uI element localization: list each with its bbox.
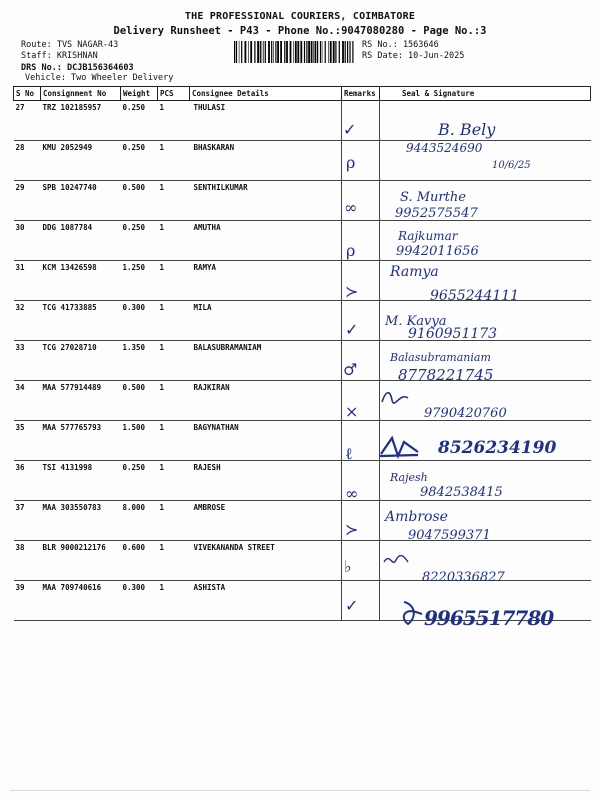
cell-consignment: BLR 9000212176 xyxy=(41,541,121,581)
cell-consignment: TCG 27028710 xyxy=(41,341,121,381)
cell-weight: 0.250 xyxy=(121,461,158,501)
cell-consignment: MAA 709740616 xyxy=(41,581,121,621)
handwritten-phone: 9443524690 xyxy=(406,141,483,155)
cell-consignment: MAA 577914489 xyxy=(41,381,121,421)
col-header-weight: Weight xyxy=(121,87,158,101)
staff-label: Staff: KRISHNAN xyxy=(21,51,98,61)
cell-pcs: 1 xyxy=(158,341,190,381)
cell-pcs: 1 xyxy=(158,461,190,501)
remark-tick-mark: ✓ xyxy=(345,320,359,339)
handwritten-signature-scribble xyxy=(378,434,420,460)
handwritten-signature: Ramya xyxy=(390,264,439,280)
handwritten-date: 10/6/25 xyxy=(492,160,531,171)
handwritten-signature-scribble xyxy=(382,552,410,570)
cell-weight: 0.500 xyxy=(121,181,158,221)
remark-tick-mark: ρ xyxy=(346,241,356,260)
table-row xyxy=(14,101,591,141)
remark-tick-mark: ≻ xyxy=(345,282,359,301)
table-row xyxy=(14,501,591,541)
cell-weight: 0.250 xyxy=(121,221,158,261)
cell-sno: 33 xyxy=(14,341,41,381)
remark-tick-mark: ✓ xyxy=(345,596,359,615)
remark-tick-mark: ρ xyxy=(346,153,356,172)
cell-pcs: 1 xyxy=(158,541,190,581)
cell-consignment: MAA 577765793 xyxy=(41,421,121,461)
cell-consignee: AMBROSE xyxy=(190,501,342,541)
cell-consignment: MAA 303550783 xyxy=(41,501,121,541)
route-label: Route: TVS NAGAR-43 xyxy=(21,40,119,50)
cell-consignee: ASHISTA xyxy=(190,581,342,621)
cell-consignment: KMU 2052949 xyxy=(41,141,121,181)
barcode-image xyxy=(232,40,356,64)
col-header-consignment: Consignment No xyxy=(41,87,121,101)
cell-consignee: MILA xyxy=(190,301,342,341)
cell-consignee: AMUTHA xyxy=(190,221,342,261)
cell-weight: 0.600 xyxy=(121,541,158,581)
handwritten-phone: 9942011656 xyxy=(396,244,479,259)
handwritten-phone: 8526234190 xyxy=(438,438,557,458)
handwritten-signature-scribble xyxy=(398,598,424,628)
remark-tick-mark: ∞ xyxy=(345,484,359,503)
cell-sno: 31 xyxy=(14,261,41,301)
col-header-consignee: Consignee Details xyxy=(190,87,342,101)
cell-consignment: DDG 1087784 xyxy=(41,221,121,261)
cell-weight: 1.250 xyxy=(121,261,158,301)
cell-sno: 29 xyxy=(14,181,41,221)
scan-edge xyxy=(10,790,590,791)
cell-sno: 27 xyxy=(14,101,41,141)
cell-sno: 35 xyxy=(14,421,41,461)
col-header-remarks: Remarks xyxy=(342,87,380,101)
remark-tick-mark: ∞ xyxy=(344,198,358,217)
handwritten-phone: 9842538415 xyxy=(420,485,503,500)
cell-pcs: 1 xyxy=(158,581,190,621)
cell-pcs: 1 xyxy=(158,501,190,541)
handwritten-phone: 8220336827 xyxy=(422,570,505,585)
cell-sno: 32 xyxy=(14,301,41,341)
cell-consignment: TCG 41733885 xyxy=(41,301,121,341)
cell-consignee: BALASUBRAMANIAM xyxy=(190,341,342,381)
cell-consignee: RAJKIRAN xyxy=(190,381,342,421)
handwritten-signature: B. Bely xyxy=(438,120,496,139)
handwritten-signature: Balasubramaniam xyxy=(390,351,491,364)
handwritten-signature: Rajesh xyxy=(390,471,428,484)
table-row xyxy=(14,181,591,221)
cell-pcs: 1 xyxy=(158,141,190,181)
cell-consignee: BHASKARAN xyxy=(190,141,342,181)
table-header-row xyxy=(14,87,591,101)
cell-consignment: TRZ 102185957 xyxy=(41,101,121,141)
handwritten-phone: 8778221745 xyxy=(398,366,494,384)
cell-consignee: THULASI xyxy=(190,101,342,141)
drs-number: DRS No.: DCJB156364603 xyxy=(21,63,134,73)
handwritten-signature-scribble xyxy=(380,388,410,408)
cell-pcs: 1 xyxy=(158,421,190,461)
table-row xyxy=(14,341,591,381)
handwritten-phone: 9790420760 xyxy=(424,406,507,421)
remark-tick-mark: ♂ xyxy=(343,360,358,379)
cell-pcs: 1 xyxy=(158,101,190,141)
cell-pcs: 1 xyxy=(158,261,190,301)
vehicle-label: Vehicle: Two Wheeler Delivery xyxy=(25,73,174,83)
handwritten-signature: S. Murthe xyxy=(400,190,466,205)
cell-pcs: 1 xyxy=(158,301,190,341)
cell-sno: 37 xyxy=(14,501,41,541)
handwritten-signature: Rajkumar xyxy=(398,229,458,243)
rs-number: RS No.: 1563646 xyxy=(362,40,439,50)
handwritten-phone: 9047599371 xyxy=(408,528,491,543)
remark-tick-mark: ≻ xyxy=(345,520,359,539)
cell-pcs: 1 xyxy=(158,181,190,221)
handwritten-phone: 9965517780 xyxy=(424,606,554,630)
col-header-sno: S No xyxy=(14,87,41,101)
cell-weight: 0.500 xyxy=(121,381,158,421)
cell-sno: 30 xyxy=(14,221,41,261)
cell-consignee: BAGYNATHAN xyxy=(190,421,342,461)
cell-consignee: SENTHILKUMAR xyxy=(190,181,342,221)
cell-consignee: RAMYA xyxy=(190,261,342,301)
cell-weight: 0.300 xyxy=(121,301,158,341)
handwritten-phone: 9160951173 xyxy=(408,326,498,342)
cell-sno: 39 xyxy=(14,581,41,621)
remark-tick-mark: ℓ xyxy=(345,444,353,463)
handwritten-phone: 9655244111 xyxy=(430,288,520,304)
cell-weight: 0.300 xyxy=(121,581,158,621)
cell-weight: 0.250 xyxy=(121,101,158,141)
cell-weight: 1.350 xyxy=(121,341,158,381)
table-row xyxy=(14,461,591,501)
col-header-seal: Seal & Signature xyxy=(380,87,591,101)
cell-sno: 36 xyxy=(14,461,41,501)
cell-consignment: SPB 10247740 xyxy=(41,181,121,221)
cell-sno: 38 xyxy=(14,541,41,581)
remark-tick-mark: × xyxy=(345,402,359,421)
remark-tick-mark: ✓ xyxy=(343,120,357,139)
cell-consignee: VIVEKANANDA STREET xyxy=(190,541,342,581)
table-row xyxy=(14,301,591,341)
cell-sno: 34 xyxy=(14,381,41,421)
rs-date: RS Date: 10-Jun-2025 xyxy=(362,51,465,61)
cell-weight: 8.000 xyxy=(121,501,158,541)
cell-pcs: 1 xyxy=(158,221,190,261)
runsheet-subtitle: Delivery Runsheet - P43 - Phone No.:9047080280 - Page No.:3 xyxy=(113,25,487,37)
cell-consignment: KCM 13426598 xyxy=(41,261,121,301)
remark-tick-mark: ♭ xyxy=(344,557,352,576)
cell-weight: 1.500 xyxy=(121,421,158,461)
cell-weight: 0.250 xyxy=(121,141,158,181)
col-header-pcs: PCS xyxy=(158,87,190,101)
table-row xyxy=(14,221,591,261)
handwritten-signature: Ambrose xyxy=(385,509,448,525)
cell-consignment: TSI 4131998 xyxy=(41,461,121,501)
cell-pcs: 1 xyxy=(158,381,190,421)
company-title: THE PROFESSIONAL COURIERS, COIMBATORE xyxy=(184,11,416,22)
handwritten-phone: 9952575547 xyxy=(395,206,478,221)
cell-consignee: RAJESH xyxy=(190,461,342,501)
cell-sno: 28 xyxy=(14,141,41,181)
handwritten-signature: M. Kavya xyxy=(385,314,447,329)
